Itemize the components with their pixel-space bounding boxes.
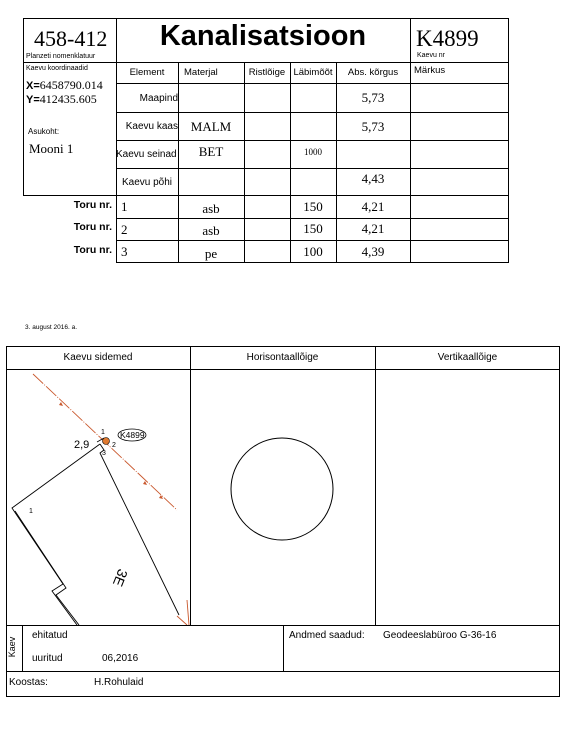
koostas-label: Koostas: [9,677,48,688]
pipe-labimoot: 100 [303,244,323,259]
pipe-materjal: asb [202,223,220,238]
col-element: Element [129,66,165,78]
well-label: K4899 [120,430,145,440]
pipe-label: Toru nr. [73,244,112,256]
panel-title-left: Kaevu sidemed [63,352,133,363]
pipe-number-2: 2 [112,442,116,449]
coord-x [26,78,103,93]
row-element: Maapind [139,92,178,104]
panel-title-middle: Horisontaallõige [246,352,319,363]
row-abs: 4,43 [361,171,385,186]
coord-x-value: 6458790.014 [39,78,103,92]
pipe-label: Toru nr. [73,221,112,233]
row-element: Kaevu kaas [125,121,178,132]
building-label: 3E [109,566,132,589]
pipe-nr: 2 [121,222,128,237]
col-materjal: Materjal [184,66,218,78]
coord-y-value: 412435.605 [39,92,97,106]
pipe-label: Toru nr. [73,199,112,211]
location-caption: Asukoht: [28,127,60,136]
coord-y-label: Y= [26,94,40,106]
pipe-abs: 4,21 [361,221,385,236]
pipe-number-3: 3 [102,450,106,457]
row-materjal: BET [198,144,224,159]
pipe-nr: 3 [121,244,128,259]
row-labimoot: 1000 [304,147,322,157]
building-outline [12,444,189,625]
coords-caption: Kaevu koordinaadid [26,65,88,72]
location-value: Mooni 1 [29,141,74,156]
uuritud-label: uuritud [32,653,63,664]
sheet-caption: Planzeti nomenklatuur [26,53,96,60]
document-date: 3. august 2016. a. [25,324,78,331]
pipe-nr: 1 [121,199,128,214]
coord-y [26,92,97,107]
row-abs: 5,73 [361,90,385,105]
uuritud-value: 06,2016 [102,653,139,664]
col-markus: Märkus [414,64,446,76]
koostas-value: H.Rohulaid [94,677,144,688]
edge-mark: 1 [29,508,33,515]
col-labimoot: Läbimõõt [293,66,333,78]
row-element: Kaevu seinad [116,149,177,160]
well-marker [103,438,110,445]
row-abs: 5,73 [361,118,385,134]
ehitatud-label: ehitatud [32,630,68,641]
pipe-labimoot: 150 [303,221,323,236]
panel-title-right: Vertikaallõige [437,352,498,363]
page-title: Kanalisatsioon [159,20,367,52]
col-ristloige: Ristlõige [248,66,286,78]
pipe-number-1: 1 [101,429,105,436]
distance-label: 2,9 [74,439,90,451]
well-cross-section-circle [231,438,333,540]
row-materjal: MALM [190,118,232,134]
pipe-materjal: pe [204,246,218,261]
coord-x-label: X= [26,80,40,92]
well-caption: Kaevu nr [417,52,446,59]
pipe-abs: 4,21 [361,199,385,214]
well-number: K4899 [416,26,479,51]
andmed-value: Geodeeslabüroo G-36-16 [383,630,497,641]
pipe-labimoot: 150 [303,199,323,214]
well-location-sketch [7,370,190,625]
sheet-number: 458-412 [34,26,108,51]
row-element: Kaevu põhi [121,176,173,188]
pipe-abs: 4,39 [361,244,385,259]
col-abs: Abs. kõrgus [347,66,399,78]
horizontal-section-drawing [190,370,375,625]
andmed-label: Andmed saadud: [289,630,365,641]
pipe-materjal: asb [202,201,220,216]
kaev-label: Kaev [7,636,17,658]
